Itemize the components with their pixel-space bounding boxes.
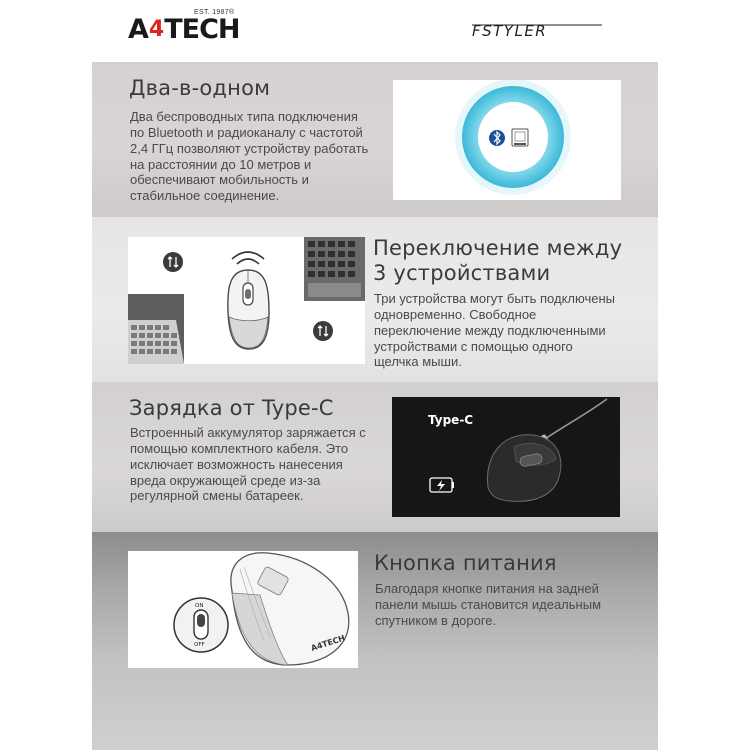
fstyler-logo <box>470 22 610 40</box>
type-c-label: Type-C <box>428 413 474 427</box>
section-description: Два беспроводных типа подключения по Bluetooth и радиоканалу с частотой 2,4 ГГц позволяют устройству работать на расстоянии до 10 метров и обеспечивают мобильность и стабильное соединение. <box>130 109 369 204</box>
a4tech-logo: A4TECH <box>128 14 240 45</box>
power-switch-icon <box>174 598 228 652</box>
svg-text:OFF: OFF <box>194 642 205 648</box>
logo-established: EST. 1987® <box>194 9 235 16</box>
section-title: Зарядка от Type-C <box>129 396 334 420</box>
connectivity-image <box>393 80 621 200</box>
bluetooth-icon <box>489 130 505 146</box>
svg-text:FSTYLER: FSTYLER <box>472 22 548 40</box>
section-title: Переключение между 3 устройствами <box>373 236 623 285</box>
power-switch-image <box>128 551 358 668</box>
usb-receiver-icon <box>512 129 528 146</box>
section-description: Благодаря кнопке питания на задней панели мышь становится идеальным спутником в дороге. <box>375 581 602 628</box>
section-title: Кнопка питания <box>374 551 557 575</box>
svg-text:ON: ON <box>195 603 204 609</box>
section-description: Встроенный аккумулятор заряжается с помощью комплектного кабеля. Это исключает возможность нанесения вреда окружающей среде из-за регулярной смены батареек. <box>130 425 366 504</box>
mouse-icon <box>228 270 269 349</box>
mouse-icon <box>487 435 560 502</box>
multi-device-image <box>128 237 365 364</box>
charging-image <box>392 397 620 517</box>
laptop-icon <box>128 294 184 364</box>
wireless-waves-icon <box>232 252 264 264</box>
keyboard-icon <box>304 237 365 301</box>
section-title: Два-в-одном <box>129 76 271 100</box>
header <box>0 0 750 62</box>
svg-text:A4TECH: A4TECH <box>309 633 347 653</box>
section-description: Три устройства могут быть подключены одновременно. Свободное переключение между подключенными устройствами с помощью одного щелчка мыши. <box>374 291 615 370</box>
mouse-icon <box>231 553 349 665</box>
battery-charging-icon <box>430 478 454 492</box>
